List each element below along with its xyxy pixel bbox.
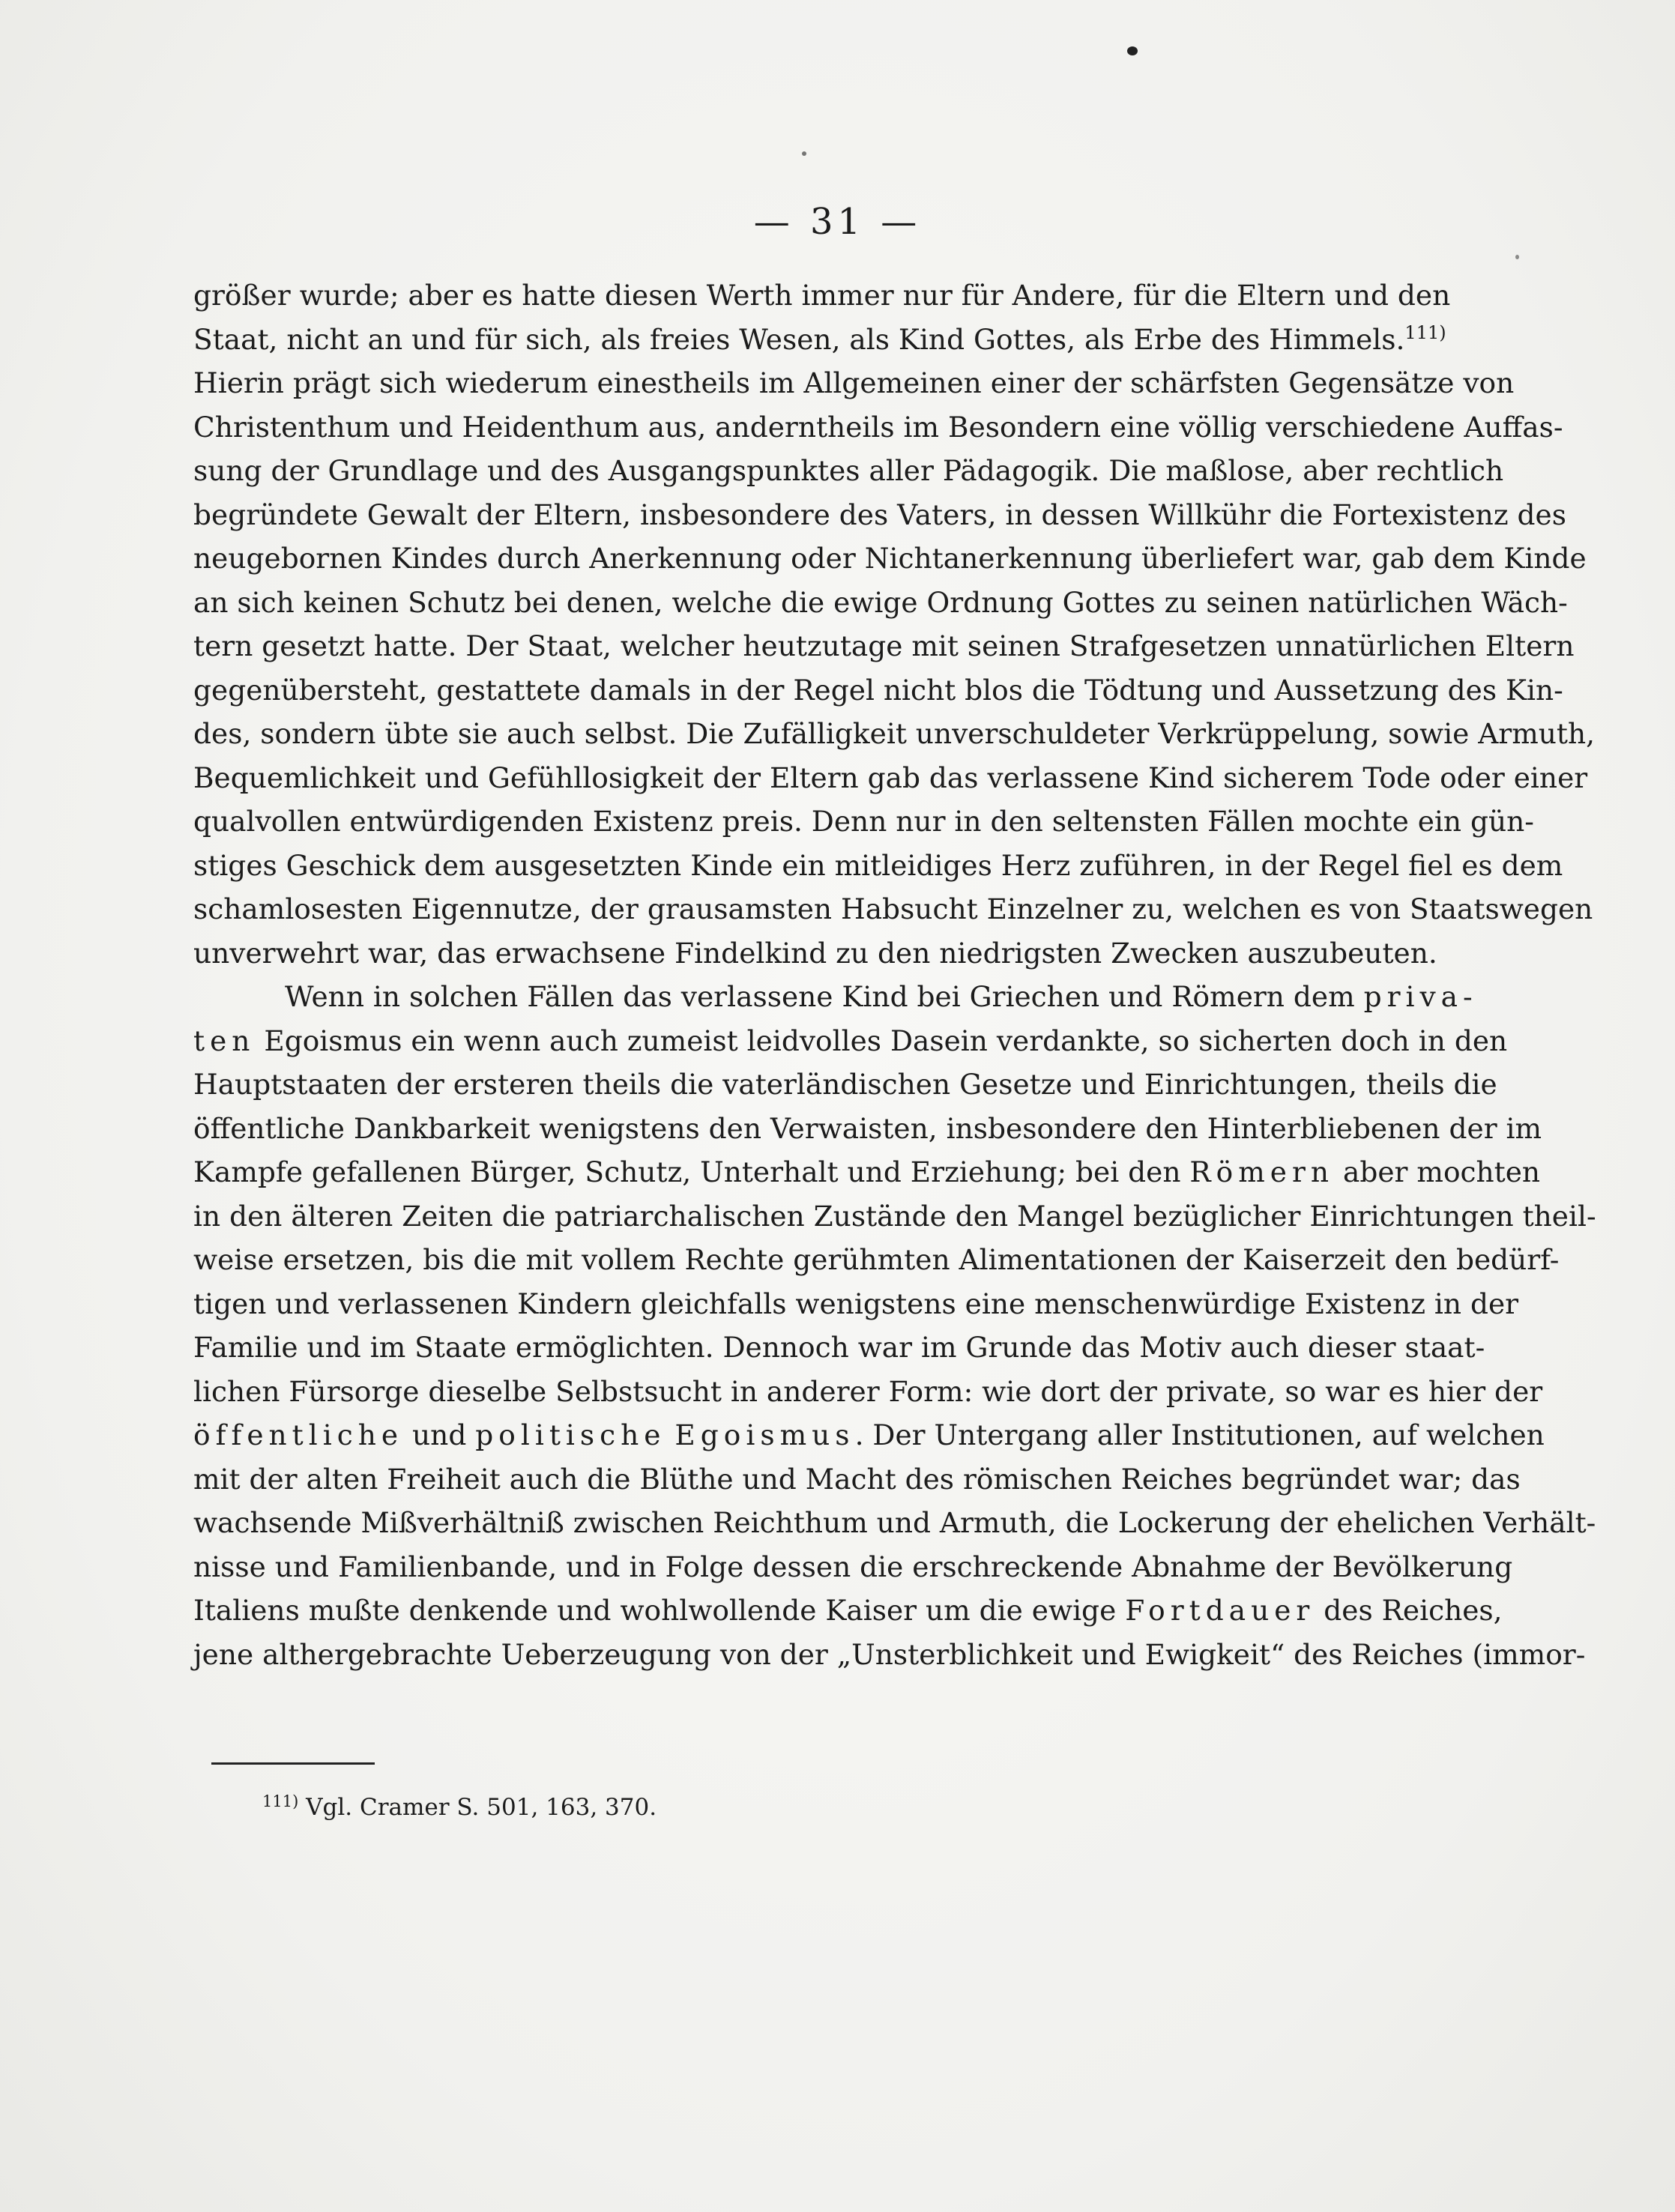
body-text	[193, 274, 1596, 1676]
text-line: größer wurde; aber es hatte diesen Werth immer nur für Andere, für die Eltern und den	[193, 279, 1451, 312]
spaced-word: Fortdauer	[1125, 1594, 1315, 1627]
ink-speck	[802, 151, 806, 156]
text-line: an sich keinen Schutz bei denen, welche die ewige Ordnung Gottes zu seinen natürlichen Wäch-	[193, 585, 1568, 619]
footnote-reference: 111)	[1404, 321, 1446, 343]
spaced-word: ten	[193, 1024, 256, 1057]
text-line: öffentliche und politische Egoismus. Der Untergang aller Institutionen, auf welchen	[193, 1418, 1545, 1451]
text-line: stiges Geschick dem ausgesetzten Kinde ein mitleidiges Herz zuführen, in der Regel fiel es dem	[193, 848, 1563, 882]
text-line: unverwehrt war, das erwachsene Findelkind zu den niedrigsten Zwecken auszubeuten.	[193, 936, 1437, 970]
text-line: sung der Grundlage und des Ausgangspunktes aller Pädagogik. Die maßlose, aber rechtlich	[193, 454, 1504, 487]
spaced-word: Egoismus	[674, 1418, 855, 1451]
text-line: Hauptstaaten der ersteren theils die vaterländischen Gesetze und Einrichtungen, theils die	[193, 1068, 1497, 1101]
footnote	[262, 1794, 657, 1821]
text-line: jene althergebrachte Ueberzeugung von der „Unsterblichkeit und Ewigkeit“ des Reiches (immor-	[193, 1637, 1586, 1671]
spaced-word: politische	[475, 1418, 666, 1451]
page-number: — 31 —	[753, 201, 922, 243]
text-line: begründete Gewalt der Eltern, insbesondere des Vaters, in dessen Willkühr die Fortexistenz des	[193, 498, 1566, 531]
text-line: ten Egoismus ein wenn auch zumeist leidvolles Dasein verdankte, so sicherten doch in den	[193, 1024, 1508, 1057]
text-line: Italiens mußte denkende und wohlwollende Kaiser um die ewige Fortdauer des Reiches,	[193, 1594, 1503, 1627]
text-line: Staat, nicht an und für sich, als freies Wesen, als Kind Gottes, als Erbe des Himmels.$^{111)}$	[193, 321, 1446, 356]
text-line: Familie und im Staate ermöglichten. Dennoch war im Grunde das Motiv auch dieser staat-	[193, 1331, 1485, 1364]
text-line: mit der alten Freiheit auch die Blüthe und Macht des römischen Reiches begründet war; das	[193, 1462, 1521, 1496]
text-line: qualvollen entwürdigenden Existenz preis. Denn nur in den seltensten Fällen mochte ein gün-	[193, 805, 1534, 838]
text-line: öffentliche Dankbarkeit wenigstens den Verwaisten, insbesondere den Hinterbliebenen der im	[193, 1111, 1542, 1145]
text-line: tigen und verlassenen Kindern gleichfalls wenigstens eine menschenwürdige Existenz in der	[193, 1287, 1519, 1320]
text-line: schamlosesten Eigennutze, der grausamsten Habsucht Einzelner zu, welchen es von Staatswegen	[193, 892, 1593, 925]
text-line: Wenn in solchen Fällen das verlassene Kind bei Griechen und Römern dem priva-	[285, 980, 1478, 1013]
text-line: gegenübersteht, gestattete damals in der Regel nicht blos die Tödtung und Aussetzung des Kin-	[193, 673, 1563, 707]
footnote-divider	[211, 1762, 375, 1765]
text-line: des, sondern übte sie auch selbst. Die Zufälligkeit unverschuldeter Verkrüppelung, sowie Armuth,	[193, 717, 1596, 750]
spaced-word: priva-	[1363, 980, 1478, 1013]
footnote-marker: 111)	[262, 1792, 299, 1810]
ink-speck	[1127, 46, 1138, 55]
text-line: Hierin prägt sich wiederum einestheils im Allgemeinen einer der schärfsten Gegensätze von	[193, 366, 1515, 399]
footnote-text: Vgl. Cramer S. 501, 163, 370.	[306, 1794, 657, 1821]
text-line: in den älteren Zeiten die patriarchalischen Zustände den Mangel bezüglicher Einrichtungen theil-	[193, 1199, 1596, 1233]
text-line: weise ersetzen, bis die mit vollem Rechte gerühmten Alimentationen der Kaiserzeit den bedürf-	[193, 1243, 1560, 1276]
text-line: lichen Fürsorge dieselbe Selbstsucht in anderer Form: wie dort der private, so war es hier der	[193, 1374, 1543, 1408]
spaced-word: Römern	[1189, 1155, 1335, 1188]
spaced-word: öffentliche	[193, 1418, 404, 1451]
text-line: Bequemlichkeit und Gefühllosigkeit der Eltern gab das verlassene Kind sicherem Tode oder einer	[193, 761, 1588, 794]
ink-speck	[1515, 255, 1519, 259]
text-line: Kampfe gefallenen Bürger, Schutz, Unterhalt und Erziehung; bei den Römern aber mochten	[193, 1155, 1541, 1188]
text-line: neugebornen Kindes durch Anerkennung oder Nichtanerkennung überliefert war, gab dem Kinde	[193, 542, 1587, 575]
text-line: wachsende Mißverhältniß zwischen Reichthum und Armuth, die Lockerung der ehelichen Verhält-	[193, 1506, 1596, 1539]
text-line: nisse und Familienbande, und in Folge dessen die erschreckende Abnahme der Bevölkerung	[193, 1550, 1513, 1583]
text-line: Christenthum und Heidenthum aus, anderntheils im Besondern eine völlig verschiedene Auffas-	[193, 410, 1563, 444]
text-line: tern gesetzt hatte. Der Staat, welcher heutzutage mit seinen Strafgesetzen unnatürlichen Eltern	[193, 629, 1575, 662]
